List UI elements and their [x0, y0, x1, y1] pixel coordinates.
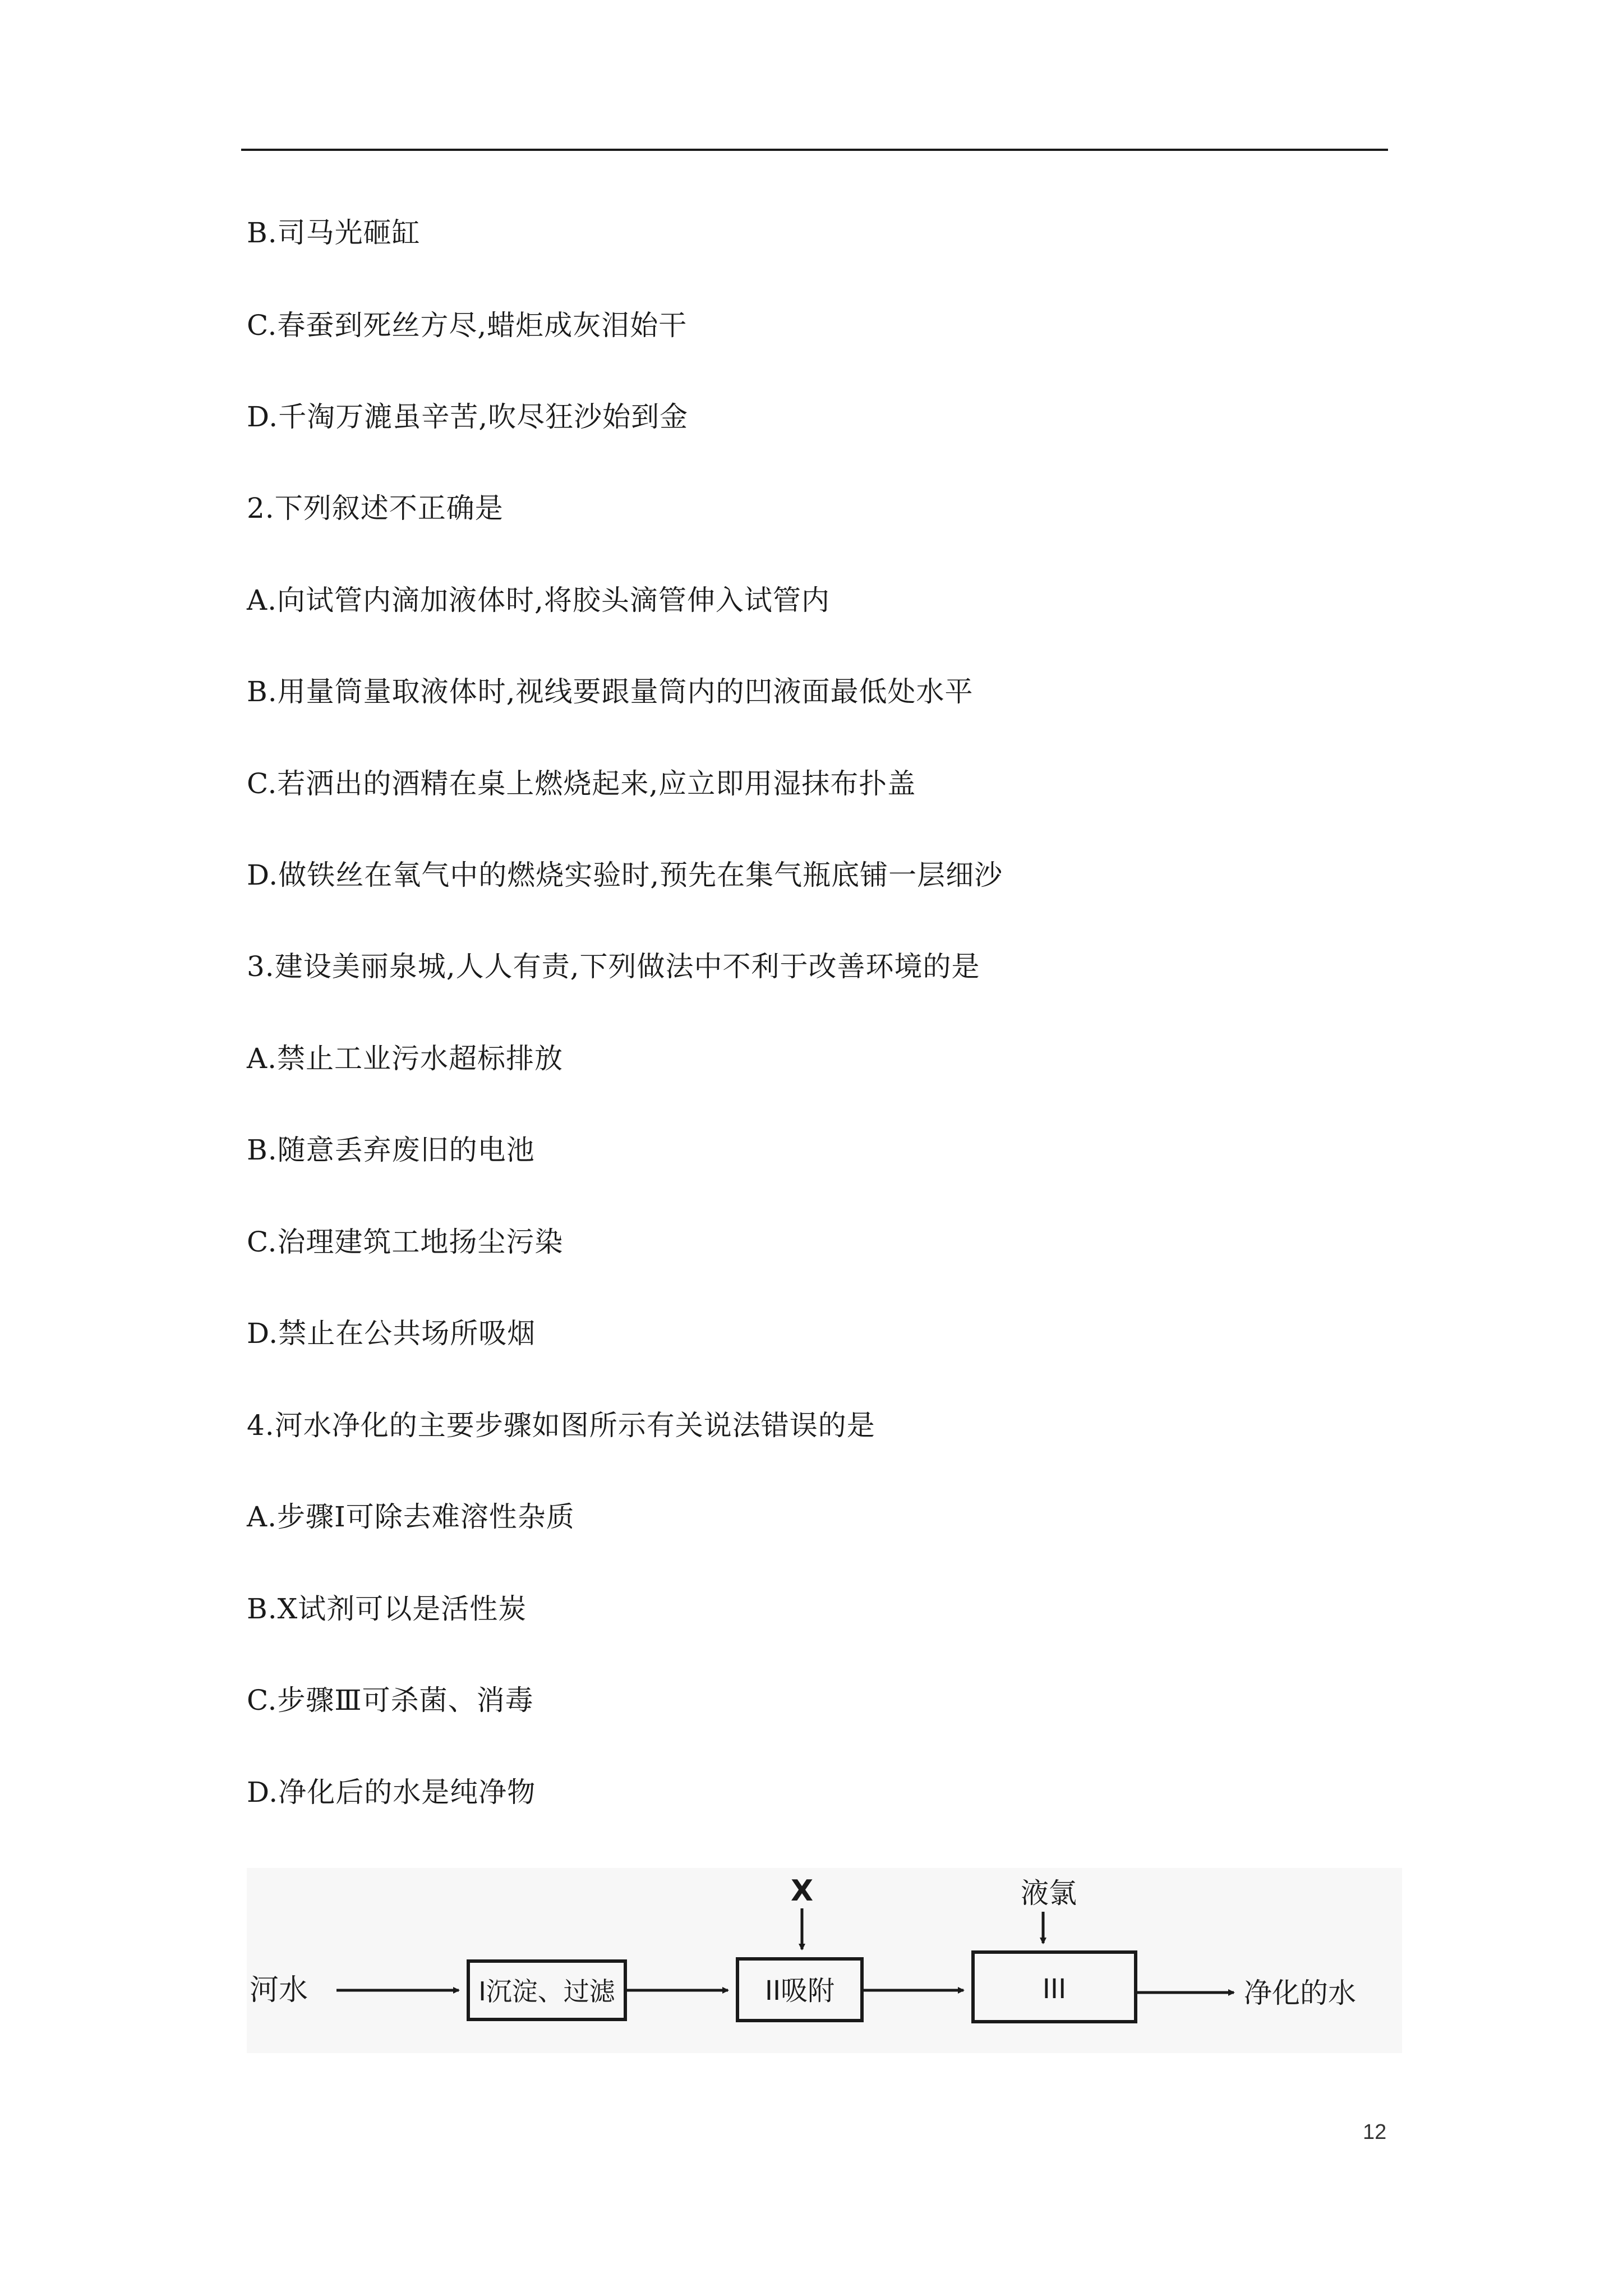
option-3c: C.治理建筑工地扬尘污染 [247, 1226, 564, 1258]
option-1d: D.千淘万漉虽辛苦,吹尽狂沙始到金 [247, 401, 689, 433]
option-2c: C.若洒出的酒精在桌上燃烧起来,应立即用湿抹布扑盖 [247, 767, 916, 800]
question-3: 3.建设美丽泉城,人人有责,下列做法中不利于改善环境的是 [247, 950, 980, 983]
option-3b: B.随意丢弃废旧的电池 [247, 1134, 535, 1166]
flow-step2-label: II吸附 [764, 1975, 835, 2007]
option-2b: B.用量筒量取液体时,视线要跟量筒内的凹液面最低处水平 [247, 675, 974, 708]
flow-output-label: 净化的水 [1244, 1977, 1356, 2009]
header-rule [241, 149, 1388, 151]
option-2d: D.做铁丝在氧气中的燃烧实验时,预先在集气瓶底铺一层细沙 [247, 859, 1003, 891]
reagent-chlorine-label: 液氯 [1021, 1877, 1077, 1910]
option-1c: C.春蚕到死丝方尽,蜡炬成灰泪始干 [247, 309, 688, 342]
option-1b: B.司马光砸缸 [247, 217, 421, 249]
option-4a: A.步骤Ⅰ可除去难溶性杂质 [247, 1501, 575, 1533]
page-number: 12 [1363, 2120, 1387, 2144]
flow-step1-label: I沉淀、过滤 [478, 1976, 615, 2007]
option-3a: A.禁止工业污水超标排放 [247, 1042, 564, 1075]
flow-step3-label: III [1042, 1973, 1067, 2005]
question-4: 4.河水净化的主要步骤如图所示有关说法错误的是 [247, 1409, 875, 1442]
question-2: 2.下列叙述不正确是 [247, 492, 504, 524]
option-3d: D.禁止在公共场所吸烟 [247, 1317, 536, 1350]
reagent-x-label: X [790, 1874, 814, 1908]
option-4b: B.X试剂可以是活性炭 [247, 1593, 527, 1625]
option-2a: A.向试管内滴加液体时,将胶头滴管伸入试管内 [247, 584, 830, 616]
water-purification-diagram [247, 1868, 1402, 2053]
option-4d: D.净化后的水是纯净物 [247, 1776, 536, 1809]
flow-input-label: 河水 [250, 1973, 308, 2007]
option-4c: C.步骤Ⅲ可杀菌、消毒 [247, 1684, 534, 1717]
